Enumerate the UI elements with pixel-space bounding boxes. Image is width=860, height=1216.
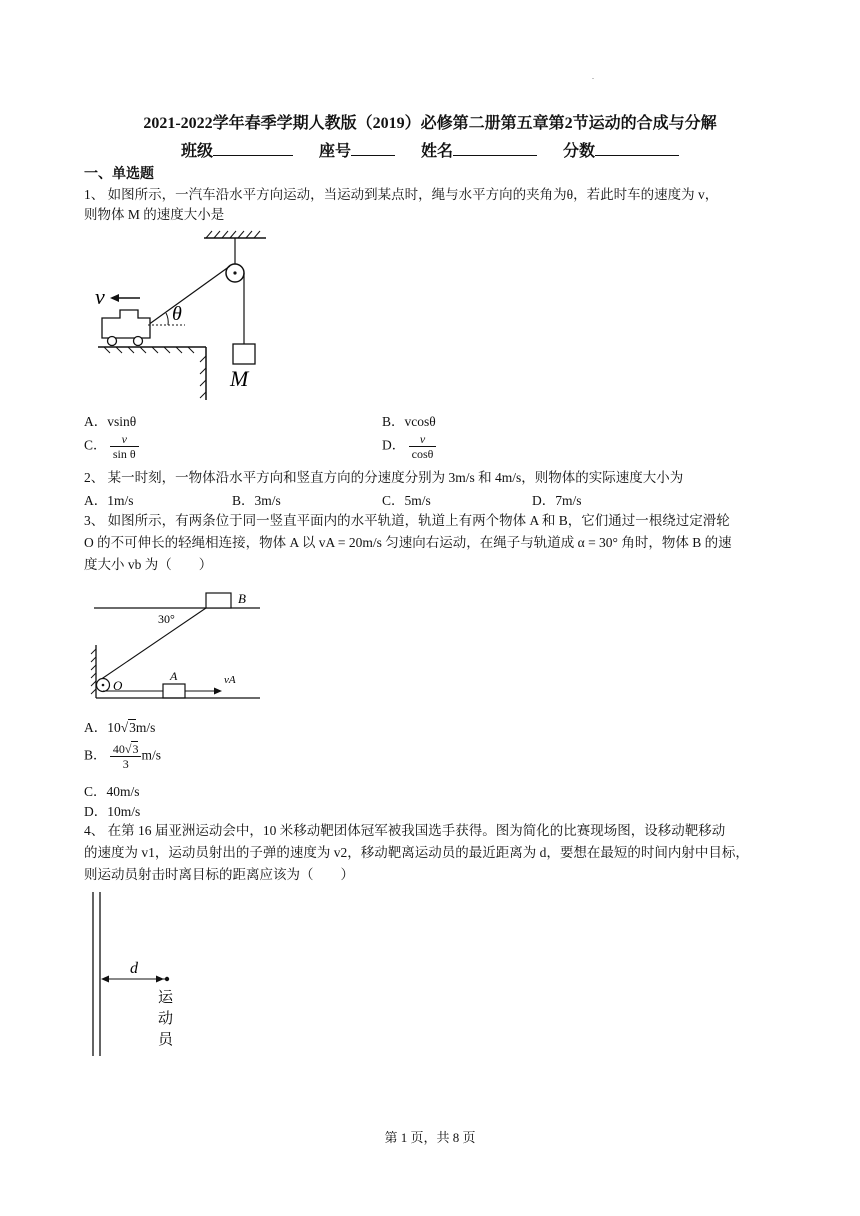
question-2-option-a[interactable]: A．1m/s [84, 493, 134, 508]
athlete-label-1: 运 [158, 990, 174, 1006]
theta-label: θ [172, 303, 182, 325]
block-a-label: A [170, 669, 178, 683]
fraction-numerator: v [409, 432, 437, 447]
question-1-text-1: 如图所示，一汽车沿水平方向运动，当运动到某点时，绳与水平方向的夹角为θ，若此时车的速度为 v， [107, 187, 719, 202]
question-2-option-d[interactable]: D．7m/s [532, 493, 582, 508]
section-title: 一、单选题 [84, 167, 154, 182]
question-3-line-1 [84, 510, 784, 532]
corner-dot: . [592, 72, 594, 81]
sqrt-radicand: 3 [132, 742, 139, 756]
fraction-denominator: sin θ [112, 447, 136, 461]
sqrt-radicand: 3 [129, 720, 136, 735]
question-1-option-c[interactable] [84, 432, 139, 461]
question-3-option-b-fraction [110, 742, 142, 771]
velocity-a-label: vA [224, 674, 236, 686]
question-3-figure [88, 585, 268, 705]
question-2-line [84, 467, 784, 489]
question-2-option-c[interactable]: C．5m/s [382, 493, 431, 508]
question-4-number: 4、 [84, 823, 105, 838]
question-4-figure [88, 890, 198, 1060]
question-3-option-a-unit: m/s [135, 720, 156, 735]
question-1-option-d-fraction [409, 432, 437, 461]
question-1-text-2: 则物体 M 的速度大小是 [84, 207, 225, 222]
sqrt-symbol: √ [124, 742, 132, 756]
question-1-figure [90, 228, 280, 403]
question-3-option-b-unit: m/s [141, 747, 161, 763]
fraction-denominator: cosθ [411, 447, 434, 461]
student-info-line [0, 138, 860, 161]
class-blank[interactable] [213, 141, 293, 156]
angle-label: 30° [158, 612, 175, 626]
name-blank[interactable] [453, 141, 537, 156]
question-3-option-a-prefix: A．10 [84, 720, 121, 735]
block-b-label: B [238, 591, 246, 606]
question-1-option-d-prefix: D． [382, 437, 406, 453]
seat-label: 座号 [318, 143, 351, 160]
question-1-option-c-fraction [110, 432, 139, 461]
question-3-number: 3、 [84, 513, 105, 528]
fraction-denominator: 3 [122, 757, 129, 771]
question-3-option-b-prefix: B． [84, 747, 107, 763]
athlete-label-2: 动 [158, 1011, 174, 1027]
page-title: 2021-2022学年春季学期人教版（2019）必修第二册第五章第2节运动的合成与分解 [143, 115, 717, 132]
score-blank[interactable] [595, 141, 679, 156]
question-2-number: 2、 [84, 470, 105, 485]
velocity-label: v [95, 284, 105, 309]
question-4-text-2: 的速度为 v1，运动员射出的子弹的速度为 v2，移动靶离运动员的最近距离为 d，要想在最短的时间内射中目标， [84, 845, 749, 860]
fraction-numerator [110, 742, 142, 757]
question-1-option-d[interactable] [382, 432, 436, 461]
question-4-line-1 [84, 820, 784, 842]
question-2-text: 某一时刻，一物体沿水平方向和竖直方向的分速度分别为 3m/s 和 4m/s，则物体的实际速度大小为 [107, 470, 684, 485]
sqrt-symbol: √ [120, 720, 129, 735]
question-1-number: 1、 [84, 187, 105, 202]
question-3-text-3: 度大小 vb 为（ ） [84, 557, 213, 572]
question-1-option-b[interactable]: B．vcosθ [382, 414, 436, 429]
question-3-option-d[interactable]: D．10m/s [84, 804, 141, 819]
fraction-numerator: v [110, 432, 139, 447]
question-3-option-a[interactable] [84, 716, 155, 736]
distance-d-label: d [130, 960, 138, 977]
question-3-text-2: O 的不可伸长的轻绳相连接，物体 A 以 vA = 20m/s 匀速向右运动，在绳子与轨道成 α = 30° 角时，物体 B 的速 [84, 535, 732, 550]
athlete-label-3: 员 [158, 1032, 174, 1048]
question-1-option-c-prefix: C． [84, 437, 107, 453]
question-3-text-1: 如图所示，有两条位于同一竖直平面内的水平轨道，轨道上有两个物体 A 和 B，它们通过一根绕过定滑轮 [107, 513, 730, 528]
question-2-option-b[interactable]: B．3m/s [232, 493, 281, 508]
class-label: 班级 [180, 143, 213, 160]
seat-blank[interactable] [351, 141, 395, 156]
page-footer: 第 1 页，共 8 页 [384, 1130, 476, 1145]
name-label: 姓名 [421, 143, 454, 160]
score-label: 分数 [563, 143, 596, 160]
mass-label: M [230, 366, 249, 391]
question-1-option-a[interactable]: A．vsinθ [84, 414, 137, 429]
question-4-text-3: 则运动员射击时离目标的距离应该为（ ） [84, 867, 354, 882]
question-1-line-1 [84, 184, 784, 206]
pulley-o-label: O [113, 678, 123, 693]
question-4-text-1: 在第 16 届亚洲运动会中，10 米移动靶团体冠军被我国选手获得。图为简化的比赛现场图，设移动靶移动 [107, 823, 726, 838]
question-3-option-b[interactable] [84, 742, 161, 771]
numerator-coefficient: 40 [112, 742, 125, 756]
question-3-option-c[interactable]: C．40m/s [84, 784, 140, 799]
